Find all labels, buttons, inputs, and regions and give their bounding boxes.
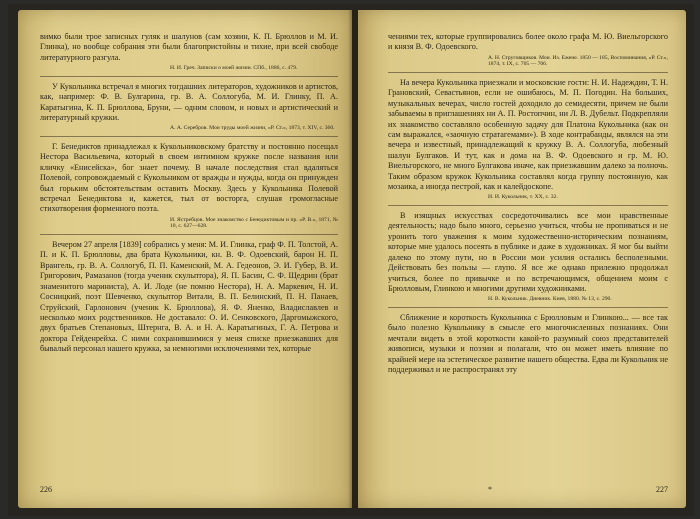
right-page-number: 227: [656, 485, 668, 494]
source-citation: И. Ястребцов. Мое знакомство с Бенедиктовым и пр. «Р. В.», 1871, № 10, с. 627—628.: [170, 216, 338, 230]
right-page-text: [388, 32, 668, 375]
section-divider: [388, 72, 668, 73]
section-divider: [388, 205, 668, 206]
body-paragraph: вимко были трое записных гуляк и шалунов (сам хозяин, К. П. Брюллов и М. И. Глинка), но вообще собрания эти были благопристойны и тихие, при всей свободе литературного разгула.: [40, 32, 338, 62]
body-paragraph: Сближение и короткость Кукольника с Брюлловым и Глинкою... — все так было полезно Кукольнику в смысле его многочисленных познаниях. Они мечтали видеть в этой короткости какой-то разумный союз представителей живописи, музыки и поэзии и полагали, что он может иметь влияние по крайней мере на эстетическое развитие нашего общества. Едва ли Кукольник не поддерживал и не распространял эту: [388, 312, 668, 374]
left-page: [18, 10, 352, 508]
source-citation: Н. В. Кукольник. Дневник. Киев, 1880. № 13, с. 290.: [488, 296, 612, 303]
signature-mark: *: [488, 485, 492, 494]
source-citation: Н. И. Греч. Записки о моей жизни. СПб., 1886, с. 479.: [170, 65, 298, 72]
book-spread: [8, 4, 694, 516]
body-paragraph: У Кукольника встречал я многих тогдашних литераторов, художников и артистов, как, например: Ф. В. Булгарина, гр. В. А. Соллогуба, М. И. Глинку, П. А. Каратыгина, К. П. Брюллова, Бруни, — одним словом, и новых и артистический и литературный кружки.: [40, 81, 338, 123]
source-citation: А. А. Серебров. Мои труды моей жизни, «Р. Ст.», 1873, т. XIV, с. 360.: [170, 125, 335, 132]
right-page: [358, 10, 686, 508]
body-paragraph: В изящных искусствах сосредоточивались все мои нравственные деятельность; надо было много, серьезно учиться, чтобы не пропиваться и не уронить того уважения к моим художественно-историческим познаниям, которые мне удалось посеять в публике и даже в художниках. Я мог бы выйти далеко по этому пути, но в России мои усилия остались бесполезными. Действовать без пользы — глупо. Я все же однако прилежно продолжал учиться, более по привычке и по встречающимся, общением моим с Брюлловым, Глинкою и многими другими художниками.: [388, 211, 668, 293]
body-paragraph: Г. Бенедиктов принадлежал к Кукольниковскому братству и постоянно посещал Нестора Васильевича, который в своем интимном кружке после названия или кличку «Енисейска», бог знает почему. В начале последствия стал вдаляться Полевой, сопровождаемый с Кукольником от вражды и нужды, когда он принужден был горьким обстоятельствам оставить Москву. Здесь у Кукольника Полевой встречал Бенедиктова и, кажется, тыл от восторга, слушая громогласные стихотворения форменного поэта.: [40, 142, 338, 214]
body-paragraph: Вечером 27 апреля [1839] собрались у меня: М. И. Глинка, граф Ф. П. Толстой, А. П. и К. П. Брюлловы, два брата Кукольники, кн. В. Ф. Одоевский, барон Н. П. Врангель, гр. В. А. Соллогуб, П. П. Каменский, М. А. Гедеонов, Э. И. Губер, В. И. Григорович, Рамазанов (тогда ученик скульптора), Я. П. Басин, С. Ф. Щедрин (брат знаменитого мариниста), А. И. Лоде (не помню Нестора), Н. А. Маркевич, Н. И. Сосницкий, поэт Шевченко, скульптор Витали, В. П. Белинский, П. Н. Панаев, Струйский, Гарлонович (ученик К. Брюллова), Я. Ф. Яненко, Владиславлев и несколько моих родственников. Не доставало: О. И. Сенковского, Даргомыжского, двух братьев Степановых, Штернга, В. А. и Н. А. Каратыгиных, Г. А. Петрова и доктора Гейденрейха. С ними сохранившимися у меня списке приезжавших для бывалый персонал нашего кружка, за немногими исключениями тех, которые: [40, 240, 338, 354]
body-paragraph: На вечера Кукольника приезжали и московские гости: Н. И. Надеждин, Т. Н. Грановский, Севастьянов, если не ошибаюсь, М. П. Погодин. На больших, музыкальных вечерах, число гостей доходило до семидесяти, причем не были забываемы в приглашениях ни А. П. Ростопчин, ни Л. В. Дубельт. Подкрепляли их знакомство составляло особенную задачу для Платона Кукольника (как он сам выражался, «заочную стратагемами»). В ходе контрабанды, являлся на эти вечера и известный, принадлежащий к кружку В. А. Соллогуба, любезный шалун Булгаков. И тут, как и дома на В. Ф. Одоевского и гр. М. Ю. Виельгорского, не много Булгакова иначе, как приезжавшим далеко за полночь. Таким образом кружок Кукольника составлял когда группу постоянную, как мозаика, а иногда пестрой, как и калейдоскопе.: [388, 78, 668, 192]
body-paragraph: чениями тех, которые группировались более около графа М. Ю. Виельгорского и князя В. Ф. Одоевского.: [388, 32, 668, 52]
section-divider: [40, 76, 338, 77]
left-page-text: [40, 32, 338, 355]
section-divider: [40, 234, 338, 235]
section-divider: [388, 307, 668, 308]
left-page-number: 226: [40, 485, 52, 494]
source-citation: И. И. Кукольник, т. XX, с. 32.: [488, 194, 558, 201]
section-divider: [40, 136, 338, 137]
source-citation: А. Н. Струговщиков. Мои. Из. Ежене. 1850 — 185, Воспоминания, «Р. Ст.», 1874, т. IX, с. 705 — 706.: [488, 54, 668, 68]
